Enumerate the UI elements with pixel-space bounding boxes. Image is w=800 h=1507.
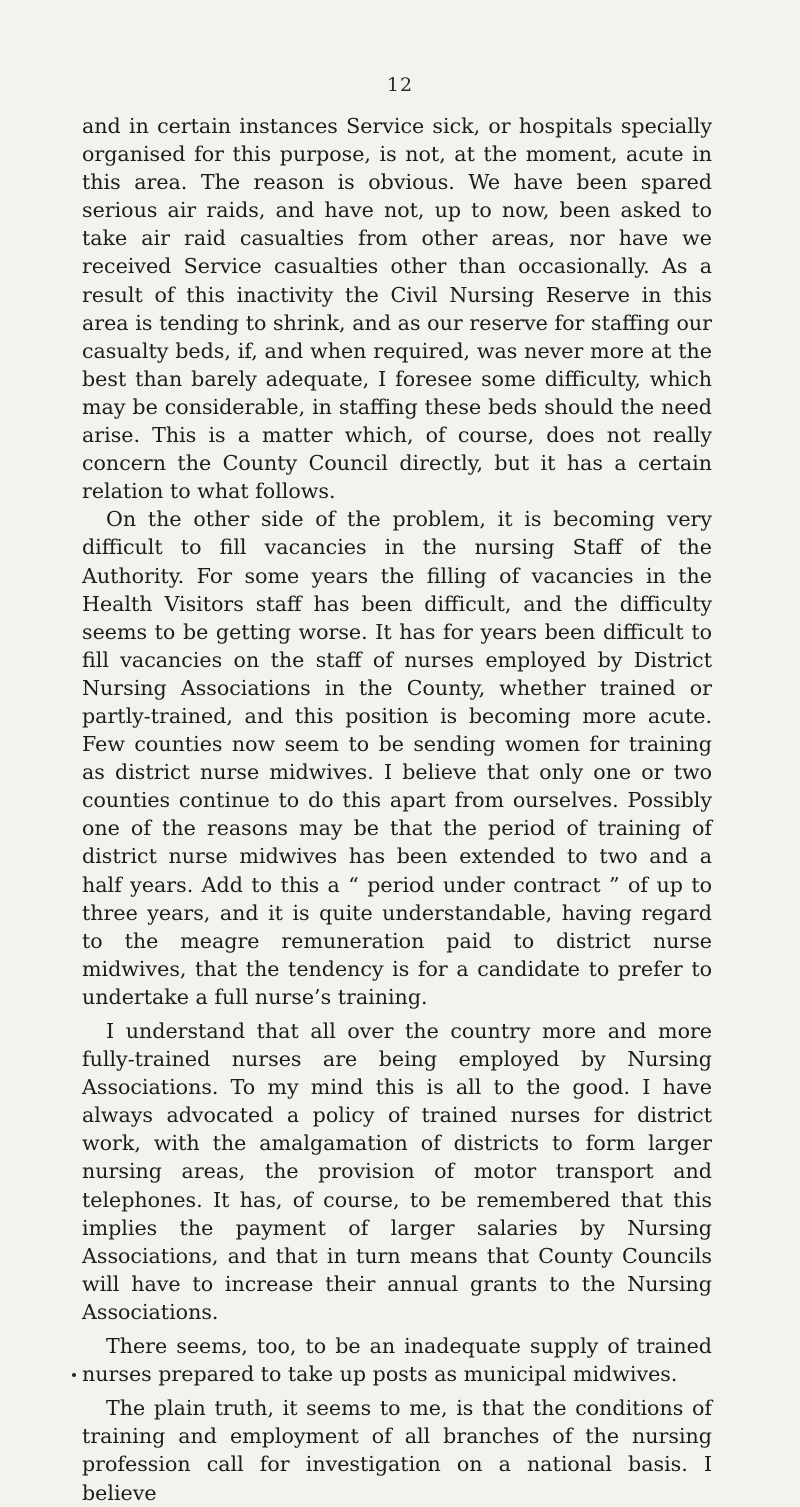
body-text [82, 112, 712, 1507]
paragraph-continuation: and in certain instances Service sick, or hospitals specially organised for this purpose, is not, at the moment, acute in this area. The reason is obvious. We have been spared serious air raids, and have not, up to now, been asked to take air raid casualties from other areas, nor have we received Service casualties other than occasionally. As a result of this inactivity the Civil Nursing Reserve in this area is tending to shrink, and as our reserve for staffing our casualty beds, if, and when required, was never more at the best than barely adequate, I foresee some difficulty, which may be considerable, in staffing these beds should the need arise. This is a matter which, of course, does not really concern the County Council directly, but it has a certain relation to what follows. [82, 114, 712, 504]
paragraph-national-investigation: The plain truth, it seems to me, is that the conditions of training and employment of all branches of the nursing profession call for investigation on a national basis. I believe [82, 1396, 712, 1505]
paragraph-trained-nurses: I understand that all over the country more and more fully-trained nurses are being employed by Nursing Associations. To my mind this is all to the good. I have always advocated a policy of trained nurses for district work, with the amalgamation of districts to form larger nursing areas, the provision of motor transport and telephones. It has, of course, to be remembered that this implies the payment of larger salaries by Nursing Associations, and that in turn means that County Councils will have to increase their annual grants to the Nursing Associations. [82, 1019, 712, 1324]
paragraph-staff-vacancies: On the other side of the problem, it is becoming very difficult to fill vacancies in the nursing Staff of the Authority. For some years the filling of vacancies in the Health Visitors staff has been difficult, and the difficulty seems to be getting worse. It has for years been difficult to fill vacancies on the staff of nurses employed by District Nursing Associations in the County, whether trained or partly-trained, and this position is becoming more acute. Few counties now seem to be sending women for training as district nurse midwives. I believe that only one or two counties continue to do this apart from ourselves. Possibly one of the reasons may be that the period of training of district nurse midwives has been extended to two and a half years. Add to this a “ period under contract ” of up to three years, and it is quite understandable, having regard to the meagre remuneration paid to district nurse midwives, that the tendency is for a candidate to prefer to undertake a full nurse’s training. [82, 507, 712, 1009]
paragraph-municipal-midwives: There seems, too, to be an inadequate supply of trained nurses prepared to take up posts as municipal midwives. [82, 1334, 712, 1387]
page-number: 12 [386, 74, 414, 96]
margin-dot-mark [72, 1373, 76, 1377]
